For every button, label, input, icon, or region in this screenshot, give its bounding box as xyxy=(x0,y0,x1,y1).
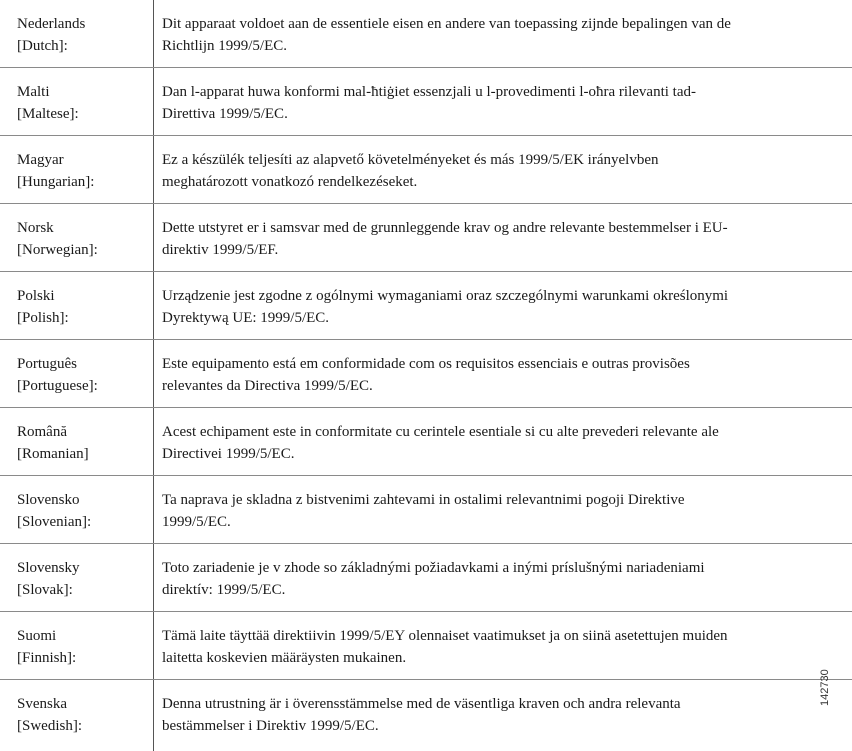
language-english-name: [Polish]: xyxy=(17,310,69,326)
figure-id: 142730 xyxy=(819,669,831,706)
table-row xyxy=(0,408,852,476)
table-row xyxy=(0,204,852,272)
language-english-name: [Portuguese]: xyxy=(17,378,98,394)
language-cell xyxy=(17,285,147,329)
language-english-name: [Slovak]: xyxy=(17,582,73,598)
declaration-line: meghatározott vonatkozó rendelkezéseket. xyxy=(162,174,418,190)
declaration-line: Ez a készülék teljesíti az alapvető követelményeket és más 1999/5/EK irányelvben xyxy=(162,152,659,168)
language-name: Malti xyxy=(17,84,50,100)
declaration-cell xyxy=(162,353,844,397)
language-name: Norsk xyxy=(17,220,54,236)
table-row xyxy=(0,68,852,136)
declaration-line: Acest echipament este in conformitate cu cerintele esentiale si cu alte prevederi relevante ale xyxy=(162,424,719,440)
declaration-cell xyxy=(162,421,844,465)
language-name: Slovensky xyxy=(17,560,80,576)
declaration-line: Tämä laite täyttää direktiivin 1999/5/EY olennaiset vaatimukset ja on siinä asetettujen muiden xyxy=(162,628,728,644)
declaration-cell xyxy=(162,489,844,533)
language-name: Suomi xyxy=(17,628,57,644)
declaration-cell xyxy=(162,285,844,329)
language-name: Polski xyxy=(17,288,55,304)
declaration-line: bestämmelser i Direktiv 1999/5/EC. xyxy=(162,718,379,734)
declaration-line: direktív: 1999/5/EC. xyxy=(162,582,286,598)
language-cell xyxy=(17,217,147,261)
language-english-name: [Maltese]: xyxy=(17,106,79,122)
declaration-line: Dette utstyret er i samsvar med de grunnleggende krav og andre relevante bestemmelser i EU- xyxy=(162,220,728,236)
declaration-line: laitetta koskevien määräysten mukainen. xyxy=(162,650,407,666)
declaration-line: direktiv 1999/5/EF. xyxy=(162,242,279,258)
declaration-line: Este equipamento está em conformidade com os requisitos essenciais e outras provisões xyxy=(162,356,690,372)
language-name: Română xyxy=(17,424,67,440)
language-english-name: [Hungarian]: xyxy=(17,174,95,190)
table-row xyxy=(0,612,852,680)
declaration-cell xyxy=(162,13,844,57)
language-cell xyxy=(17,421,147,465)
table-row xyxy=(0,0,852,68)
table-row xyxy=(0,136,852,204)
language-cell xyxy=(17,693,147,737)
declaration-cell xyxy=(162,693,844,737)
declaration-cell xyxy=(162,557,844,601)
declaration-line: Directivei 1999/5/EC. xyxy=(162,446,295,462)
language-cell xyxy=(17,13,147,57)
language-cell xyxy=(17,353,147,397)
table-row xyxy=(0,340,852,408)
table-row xyxy=(0,680,852,751)
declaration-line: Ta naprava je skladna z bistvenimi zahtevami in ostalimi relevantnimi pogoji Direktive xyxy=(162,492,685,508)
declaration-line: Richtlijn 1999/5/EC. xyxy=(162,38,288,54)
declaration-cell xyxy=(162,217,844,261)
language-english-name: [Slovenian]: xyxy=(17,514,92,530)
language-cell xyxy=(17,149,147,193)
language-name: Nederlands xyxy=(17,16,86,32)
language-english-name: [Finnish]: xyxy=(17,650,77,666)
language-cell xyxy=(17,81,147,125)
language-name: Svenska xyxy=(17,696,67,712)
declaration-line: Direttiva 1999/5/EC. xyxy=(162,106,288,122)
language-name: Magyar xyxy=(17,152,64,168)
declaration-line: 1999/5/EC. xyxy=(162,514,231,530)
language-name: Slovensko xyxy=(17,492,80,508)
language-name: Português xyxy=(17,356,77,372)
language-cell xyxy=(17,625,147,669)
table-row xyxy=(0,476,852,544)
declaration-line: Urządzenie jest zgodne z ogólnymi wymaganiami oraz szczególnymi warunkami określonymi xyxy=(162,288,729,304)
declaration-line: Dit apparaat voldoet aan de essentiele eisen en andere van toepassing zijnde bepalingen van de xyxy=(162,16,731,32)
language-english-name: [Romanian] xyxy=(17,446,89,462)
language-english-name: [Swedish]: xyxy=(17,718,82,734)
language-cell xyxy=(17,489,147,533)
table-row xyxy=(0,272,852,340)
language-english-name: [Dutch]: xyxy=(17,38,68,54)
declaration-line: Denna utrustning är i överensstämmelse med de väsentliga kraven och andra relevanta xyxy=(162,696,681,712)
declaration-line: Toto zariadenie je v zhode so základnými požiadavkami a inými príslušnými nariadeniami xyxy=(162,560,705,576)
declaration-line: relevantes da Directiva 1999/5/EC. xyxy=(162,378,373,394)
language-english-name: [Norwegian]: xyxy=(17,242,98,258)
declaration-cell xyxy=(162,625,844,669)
declaration-line: Dyrektywą UE: 1999/5/EC. xyxy=(162,310,330,326)
declaration-line: Dan l-apparat huwa konformi mal-ħtiġiet essenzjali u l-provedimenti l-oħra rilevanti tad- xyxy=(162,84,696,100)
declaration-cell xyxy=(162,149,844,193)
table-row xyxy=(0,544,852,612)
language-cell xyxy=(17,557,147,601)
declaration-cell xyxy=(162,81,844,125)
